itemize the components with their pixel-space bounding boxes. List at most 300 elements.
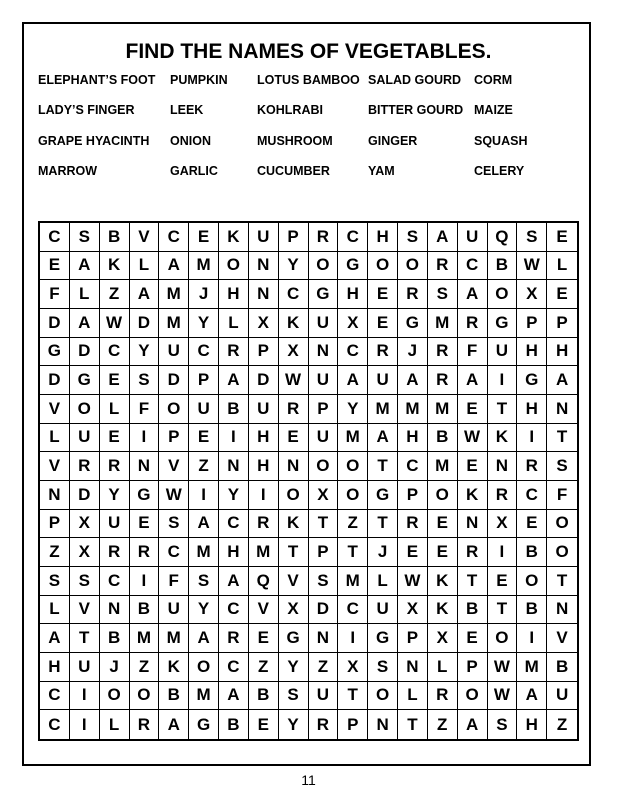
grid-cell[interactable]: I [488, 538, 518, 567]
grid-cell[interactable]: T [70, 624, 100, 653]
grid-cell[interactable]: U [159, 338, 189, 367]
grid-cell[interactable]: V [159, 452, 189, 481]
grid-cell[interactable]: A [428, 223, 458, 252]
grid-cell[interactable]: J [100, 653, 130, 682]
grid-cell[interactable]: O [70, 395, 100, 424]
grid-cell[interactable]: R [130, 710, 160, 739]
grid-cell[interactable]: A [189, 510, 219, 539]
grid-cell[interactable]: R [70, 452, 100, 481]
grid-cell[interactable]: E [100, 424, 130, 453]
grid-cell[interactable]: E [130, 510, 160, 539]
grid-cell[interactable]: M [189, 682, 219, 711]
grid-cell[interactable]: O [398, 252, 428, 281]
grid-cell[interactable]: M [517, 653, 547, 682]
grid-cell[interactable]: V [40, 395, 70, 424]
grid-cell[interactable]: R [398, 510, 428, 539]
grid-cell[interactable]: L [100, 710, 130, 739]
grid-cell[interactable]: S [547, 452, 577, 481]
grid-cell[interactable]: M [428, 395, 458, 424]
grid-cell[interactable]: E [428, 538, 458, 567]
grid-cell[interactable]: G [70, 366, 100, 395]
grid-cell[interactable]: Y [279, 710, 309, 739]
grid-cell[interactable]: P [398, 624, 428, 653]
grid-cell[interactable]: F [458, 338, 488, 367]
grid-cell[interactable]: P [40, 510, 70, 539]
grid-cell[interactable]: A [219, 567, 249, 596]
grid-cell[interactable]: Z [189, 452, 219, 481]
grid-cell[interactable]: O [159, 395, 189, 424]
grid-cell[interactable]: W [517, 252, 547, 281]
grid-cell[interactable]: P [189, 366, 219, 395]
grid-cell[interactable]: N [219, 452, 249, 481]
grid-cell[interactable]: Z [249, 653, 279, 682]
grid-cell[interactable]: C [338, 338, 368, 367]
grid-cell[interactable]: R [368, 338, 398, 367]
grid-cell[interactable]: R [219, 624, 249, 653]
grid-cell[interactable]: O [338, 481, 368, 510]
grid-cell[interactable]: I [517, 424, 547, 453]
grid-cell[interactable]: M [398, 395, 428, 424]
grid-cell[interactable]: E [40, 252, 70, 281]
grid-cell[interactable]: K [428, 596, 458, 625]
grid-cell[interactable]: X [279, 338, 309, 367]
grid-cell[interactable]: C [159, 223, 189, 252]
grid-cell[interactable]: G [517, 366, 547, 395]
grid-cell[interactable]: N [309, 338, 339, 367]
grid-cell[interactable]: U [249, 223, 279, 252]
grid-cell[interactable]: C [159, 538, 189, 567]
grid-cell[interactable]: K [488, 424, 518, 453]
grid-cell[interactable]: L [130, 252, 160, 281]
grid-cell[interactable]: R [488, 481, 518, 510]
grid-cell[interactable]: G [130, 481, 160, 510]
grid-cell[interactable]: I [189, 481, 219, 510]
grid-cell[interactable]: D [159, 366, 189, 395]
grid-cell[interactable]: B [249, 682, 279, 711]
grid-cell[interactable]: V [249, 596, 279, 625]
grid-cell[interactable]: C [219, 596, 249, 625]
grid-cell[interactable]: E [458, 452, 488, 481]
grid-cell[interactable]: Y [189, 596, 219, 625]
grid-cell[interactable]: P [309, 538, 339, 567]
grid-cell[interactable]: E [368, 309, 398, 338]
grid-cell[interactable]: O [547, 510, 577, 539]
grid-cell[interactable]: T [279, 538, 309, 567]
grid-cell[interactable]: T [338, 682, 368, 711]
grid-cell[interactable]: I [219, 424, 249, 453]
grid-cell[interactable]: T [309, 510, 339, 539]
grid-cell[interactable]: P [398, 481, 428, 510]
grid-cell[interactable]: H [338, 280, 368, 309]
grid-cell[interactable]: W [398, 567, 428, 596]
grid-cell[interactable]: S [517, 223, 547, 252]
grid-cell[interactable]: R [249, 510, 279, 539]
grid-cell[interactable]: G [398, 309, 428, 338]
grid-cell[interactable]: E [547, 280, 577, 309]
grid-cell[interactable]: W [488, 653, 518, 682]
grid-cell[interactable]: G [368, 624, 398, 653]
grid-cell[interactable]: I [70, 682, 100, 711]
grid-cell[interactable]: P [338, 710, 368, 739]
grid-cell[interactable]: O [368, 252, 398, 281]
grid-cell[interactable]: B [100, 624, 130, 653]
grid-cell[interactable]: B [219, 395, 249, 424]
grid-cell[interactable]: U [547, 682, 577, 711]
grid-cell[interactable]: U [458, 223, 488, 252]
grid-cell[interactable]: M [159, 624, 189, 653]
grid-cell[interactable]: E [458, 395, 488, 424]
grid-cell[interactable]: X [279, 596, 309, 625]
grid-cell[interactable]: J [368, 538, 398, 567]
grid-cell[interactable]: A [189, 624, 219, 653]
grid-cell[interactable]: A [219, 366, 249, 395]
grid-cell[interactable]: B [428, 424, 458, 453]
grid-cell[interactable]: S [368, 653, 398, 682]
grid-cell[interactable]: A [159, 710, 189, 739]
grid-cell[interactable]: L [40, 596, 70, 625]
grid-cell[interactable]: B [130, 596, 160, 625]
grid-cell[interactable]: P [309, 395, 339, 424]
grid-cell[interactable]: H [398, 424, 428, 453]
grid-cell[interactable]: O [547, 538, 577, 567]
grid-cell[interactable]: J [189, 280, 219, 309]
grid-cell[interactable]: L [398, 682, 428, 711]
grid-cell[interactable]: O [488, 624, 518, 653]
grid-cell[interactable]: S [309, 567, 339, 596]
grid-cell[interactable]: C [40, 682, 70, 711]
grid-cell[interactable]: H [517, 710, 547, 739]
grid-cell[interactable]: B [517, 596, 547, 625]
grid-cell[interactable]: R [309, 710, 339, 739]
grid-cell[interactable]: D [70, 338, 100, 367]
grid-cell[interactable]: I [70, 710, 100, 739]
grid-cell[interactable]: G [40, 338, 70, 367]
grid-cell[interactable]: B [547, 653, 577, 682]
grid-cell[interactable]: D [249, 366, 279, 395]
grid-cell[interactable]: V [40, 452, 70, 481]
grid-cell[interactable]: S [70, 567, 100, 596]
grid-cell[interactable]: U [309, 366, 339, 395]
grid-cell[interactable]: O [368, 682, 398, 711]
grid-cell[interactable]: N [249, 252, 279, 281]
grid-cell[interactable]: R [219, 338, 249, 367]
grid-cell[interactable]: I [517, 624, 547, 653]
grid-cell[interactable]: A [70, 309, 100, 338]
grid-cell[interactable]: G [488, 309, 518, 338]
grid-cell[interactable]: C [517, 481, 547, 510]
grid-cell[interactable]: U [309, 682, 339, 711]
grid-cell[interactable]: U [309, 309, 339, 338]
grid-cell[interactable]: M [159, 280, 189, 309]
grid-cell[interactable]: K [219, 223, 249, 252]
grid-cell[interactable]: O [309, 252, 339, 281]
grid-cell[interactable]: G [309, 280, 339, 309]
grid-cell[interactable]: B [488, 252, 518, 281]
grid-cell[interactable]: C [398, 452, 428, 481]
grid-cell[interactable]: T [488, 395, 518, 424]
grid-cell[interactable]: U [488, 338, 518, 367]
grid-cell[interactable]: N [249, 280, 279, 309]
grid-cell[interactable]: E [517, 510, 547, 539]
grid-cell[interactable]: E [279, 424, 309, 453]
grid-cell[interactable]: S [40, 567, 70, 596]
grid-cell[interactable]: N [398, 653, 428, 682]
grid-cell[interactable]: C [338, 596, 368, 625]
grid-cell[interactable]: A [40, 624, 70, 653]
grid-cell[interactable]: R [398, 280, 428, 309]
grid-cell[interactable]: O [219, 252, 249, 281]
grid-cell[interactable]: M [249, 538, 279, 567]
grid-cell[interactable]: M [428, 309, 458, 338]
grid-cell[interactable]: Y [338, 395, 368, 424]
grid-cell[interactable]: P [458, 653, 488, 682]
grid-cell[interactable]: E [100, 366, 130, 395]
grid-cell[interactable]: M [338, 424, 368, 453]
grid-cell[interactable]: T [547, 567, 577, 596]
grid-cell[interactable]: R [458, 309, 488, 338]
grid-cell[interactable]: L [368, 567, 398, 596]
grid-cell[interactable]: J [398, 338, 428, 367]
grid-cell[interactable]: L [219, 309, 249, 338]
grid-cell[interactable]: H [40, 653, 70, 682]
grid-cell[interactable]: P [249, 338, 279, 367]
grid-cell[interactable]: C [40, 223, 70, 252]
grid-cell[interactable]: K [100, 252, 130, 281]
grid-cell[interactable]: S [130, 366, 160, 395]
grid-cell[interactable]: O [279, 481, 309, 510]
grid-cell[interactable]: P [279, 223, 309, 252]
grid-cell[interactable]: K [428, 567, 458, 596]
grid-cell[interactable]: N [547, 395, 577, 424]
grid-cell[interactable]: E [428, 510, 458, 539]
grid-cell[interactable]: U [70, 653, 100, 682]
grid-cell[interactable]: A [458, 710, 488, 739]
grid-cell[interactable]: G [338, 252, 368, 281]
grid-cell[interactable]: H [547, 338, 577, 367]
grid-cell[interactable]: V [70, 596, 100, 625]
grid-cell[interactable]: N [40, 481, 70, 510]
grid-cell[interactable]: O [309, 452, 339, 481]
grid-cell[interactable]: C [458, 252, 488, 281]
grid-cell[interactable]: Y [219, 481, 249, 510]
grid-cell[interactable]: S [428, 280, 458, 309]
grid-cell[interactable]: A [517, 682, 547, 711]
grid-cell[interactable]: X [249, 309, 279, 338]
grid-cell[interactable]: E [189, 424, 219, 453]
grid-cell[interactable]: G [368, 481, 398, 510]
grid-cell[interactable]: D [40, 366, 70, 395]
grid-cell[interactable]: F [159, 567, 189, 596]
grid-cell[interactable]: B [517, 538, 547, 567]
grid-cell[interactable]: G [189, 710, 219, 739]
grid-cell[interactable]: N [100, 596, 130, 625]
grid-cell[interactable]: U [159, 596, 189, 625]
grid-cell[interactable]: Z [556, 714, 568, 734]
grid-cell[interactable]: W [100, 309, 130, 338]
grid-cell[interactable]: N [279, 452, 309, 481]
grid-cell[interactable]: T [398, 710, 428, 739]
grid-cell[interactable]: T [368, 452, 398, 481]
grid-cell[interactable]: Z [428, 710, 458, 739]
grid-cell[interactable]: A [458, 280, 488, 309]
grid-cell[interactable]: M [130, 624, 160, 653]
grid-cell[interactable]: X [309, 481, 339, 510]
grid-cell[interactable]: A [130, 280, 160, 309]
grid-cell[interactable]: H [249, 424, 279, 453]
grid-cell[interactable]: E [488, 567, 518, 596]
grid-cell[interactable]: N [488, 452, 518, 481]
grid-cell[interactable]: X [338, 309, 368, 338]
grid-cell[interactable]: C [100, 338, 130, 367]
grid-cell[interactable]: Z [338, 510, 368, 539]
grid-cell[interactable]: Y [130, 338, 160, 367]
grid-cell[interactable]: Y [100, 481, 130, 510]
grid-cell[interactable]: H [368, 223, 398, 252]
grid-cell[interactable]: K [458, 481, 488, 510]
grid-cell[interactable]: B [219, 710, 249, 739]
grid-cell[interactable]: H [219, 280, 249, 309]
grid-cell[interactable]: A [338, 366, 368, 395]
grid-cell[interactable]: S [398, 223, 428, 252]
grid-cell[interactable]: D [309, 596, 339, 625]
grid-cell[interactable]: C [189, 338, 219, 367]
grid-cell[interactable]: U [368, 366, 398, 395]
grid-cell[interactable]: Z [40, 538, 70, 567]
grid-cell[interactable]: T [458, 567, 488, 596]
grid-cell[interactable]: E [547, 223, 577, 252]
grid-cell[interactable]: L [547, 252, 577, 281]
grid-cell[interactable]: N [368, 710, 398, 739]
grid-cell[interactable]: I [130, 567, 160, 596]
grid-cell[interactable]: T [488, 596, 518, 625]
grid-cell[interactable]: Z [100, 280, 130, 309]
grid-cell[interactable]: A [159, 252, 189, 281]
grid-cell[interactable]: F [40, 280, 70, 309]
grid-cell[interactable]: R [279, 395, 309, 424]
grid-cell[interactable]: C [219, 510, 249, 539]
grid-cell[interactable]: R [428, 366, 458, 395]
grid-cell[interactable]: T [547, 424, 577, 453]
grid-cell[interactable]: I [488, 366, 518, 395]
grid-cell[interactable]: K [279, 309, 309, 338]
grid-cell[interactable]: U [249, 395, 279, 424]
grid-cell[interactable]: H [517, 395, 547, 424]
grid-cell[interactable]: X [517, 280, 547, 309]
grid-cell[interactable]: R [428, 682, 458, 711]
grid-cell[interactable]: V [279, 567, 309, 596]
grid-cell[interactable]: N [547, 596, 577, 625]
grid-cell[interactable]: O [458, 682, 488, 711]
grid-cell[interactable]: U [368, 596, 398, 625]
grid-cell[interactable]: L [40, 424, 70, 453]
grid-cell[interactable]: X [398, 596, 428, 625]
grid-cell[interactable]: R [100, 452, 130, 481]
grid-cell[interactable]: R [309, 223, 339, 252]
grid-cell[interactable]: E [249, 624, 279, 653]
grid-cell[interactable]: B [458, 596, 488, 625]
grid-cell[interactable]: C [219, 653, 249, 682]
grid-cell[interactable]: O [428, 481, 458, 510]
grid-cell[interactable]: M [189, 252, 219, 281]
grid-cell[interactable]: W [488, 682, 518, 711]
grid-cell[interactable]: O [338, 452, 368, 481]
grid-cell[interactable]: E [458, 624, 488, 653]
grid-cell[interactable]: M [428, 452, 458, 481]
grid-cell[interactable]: Q [249, 567, 279, 596]
grid-cell[interactable]: X [428, 624, 458, 653]
grid-cell[interactable]: A [70, 252, 100, 281]
grid-cell[interactable]: U [100, 510, 130, 539]
grid-cell[interactable]: D [130, 309, 160, 338]
grid-cell[interactable]: E [189, 223, 219, 252]
grid-cell[interactable]: A [219, 682, 249, 711]
grid-cell[interactable]: M [338, 567, 368, 596]
grid-cell[interactable]: H [219, 538, 249, 567]
grid-cell[interactable]: P [517, 309, 547, 338]
grid-cell[interactable]: D [70, 481, 100, 510]
grid-cell[interactable]: A [458, 366, 488, 395]
grid-cell[interactable]: T [338, 538, 368, 567]
grid-cell[interactable]: A [398, 366, 428, 395]
grid-cell[interactable]: R [130, 538, 160, 567]
grid-cell[interactable]: H [517, 338, 547, 367]
grid-cell[interactable]: S [488, 710, 518, 739]
grid-cell[interactable]: S [159, 510, 189, 539]
grid-cell[interactable]: M [189, 538, 219, 567]
grid-cell[interactable]: Y [279, 252, 309, 281]
grid-cell[interactable]: L [428, 653, 458, 682]
grid-cell[interactable]: N [130, 452, 160, 481]
grid-cell[interactable]: E [368, 280, 398, 309]
grid-cell[interactable]: C [40, 710, 70, 739]
grid-cell[interactable]: M [159, 309, 189, 338]
grid-cell[interactable]: I [130, 424, 160, 453]
grid-cell[interactable]: W [458, 424, 488, 453]
grid-cell[interactable]: D [40, 309, 70, 338]
grid-cell[interactable]: W [279, 366, 309, 395]
grid-cell[interactable]: E [249, 710, 279, 739]
grid-cell[interactable]: P [159, 424, 189, 453]
grid-cell[interactable]: O [488, 280, 518, 309]
grid-cell[interactable]: M [368, 395, 398, 424]
grid-cell[interactable]: Q [488, 223, 518, 252]
grid-cell[interactable]: R [428, 252, 458, 281]
grid-cell[interactable]: I [249, 481, 279, 510]
grid-cell[interactable]: K [159, 653, 189, 682]
grid-cell[interactable]: T [368, 510, 398, 539]
grid-cell[interactable]: K [279, 510, 309, 539]
grid-cell[interactable]: C [100, 567, 130, 596]
grid-cell[interactable]: O [100, 682, 130, 711]
grid-cell[interactable]: Z [309, 653, 339, 682]
grid-cell[interactable]: S [279, 682, 309, 711]
grid-cell[interactable]: N [309, 624, 339, 653]
grid-cell[interactable]: Z [130, 653, 160, 682]
grid-cell[interactable]: O [517, 567, 547, 596]
grid-cell[interactable]: V [547, 624, 577, 653]
grid-cell[interactable]: S [70, 223, 100, 252]
grid-cell[interactable]: H [249, 452, 279, 481]
grid-cell[interactable]: O [189, 653, 219, 682]
grid-cell[interactable]: F [547, 481, 577, 510]
grid-cell[interactable]: R [517, 452, 547, 481]
grid-cell[interactable]: L [70, 280, 100, 309]
grid-cell[interactable]: E [398, 538, 428, 567]
grid-cell[interactable]: Y [279, 653, 309, 682]
grid-cell[interactable]: X [70, 510, 100, 539]
grid-cell[interactable]: C [338, 223, 368, 252]
grid-cell[interactable]: X [488, 510, 518, 539]
